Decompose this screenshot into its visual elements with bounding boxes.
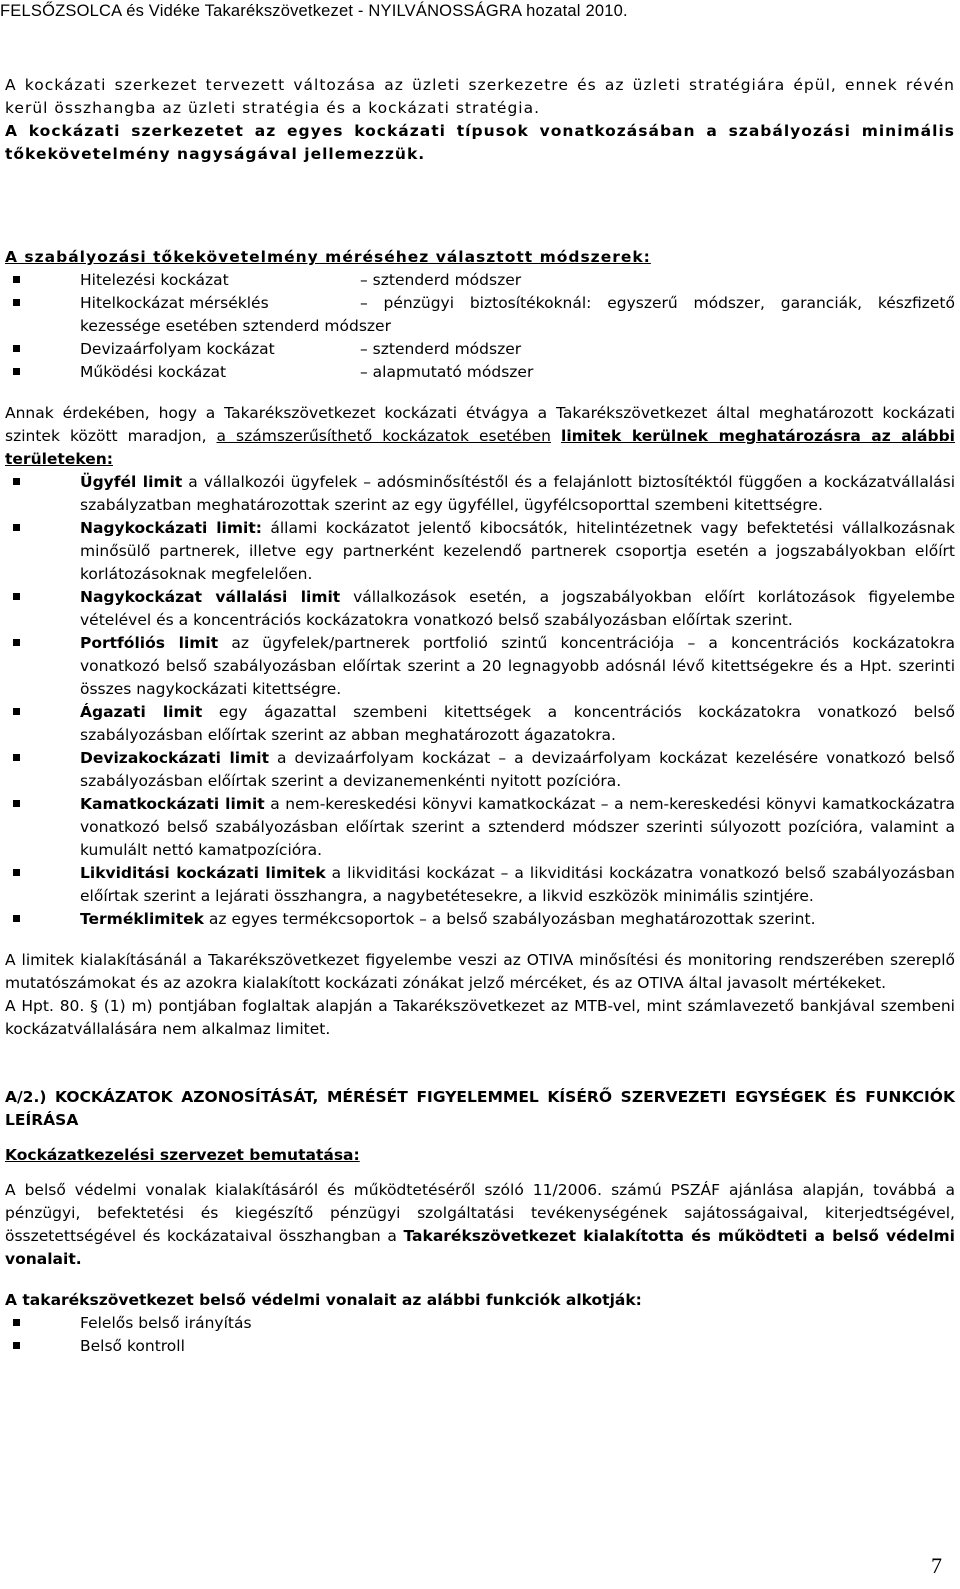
limit-term: Kamatkockázati limit: [80, 795, 265, 813]
square-bullet-icon: [13, 915, 20, 922]
limit-term: Devizakockázati limit: [80, 749, 269, 767]
square-bullet-icon: [13, 524, 20, 531]
limit-text: az ügyfelek/partnerek portfolió szintű koncentrációja – a koncentrációs kockázatokra vonatkozó belső szabályozásban előírtak szerint a 20 legnagyobb adósnál lévő kitettségekre és a Hpt. szerinti összes nagykockázati kitettségre.: [80, 634, 955, 698]
limit-text: az egyes termékcsoportok – a belső szabályozásban meghatározottak szerint.: [203, 910, 816, 928]
method-item: [5, 269, 955, 292]
limit-term: Ügyfél limit: [80, 473, 183, 491]
square-bullet-icon: [13, 1319, 20, 1326]
document-body: [5, 74, 955, 1358]
limit-text: a devizaárfolyam kockázat – a devizaárfolyam kockázat kezelésére vonatkozó belső szabályozásban előírtak szerint a devizanemenkénti nyitott pozícióra.: [80, 749, 955, 790]
method-value: – sztenderd módszer: [360, 340, 522, 358]
limits-intro-heading: limitek kerülnek meghatározásra az alábbi területeken:: [5, 427, 955, 468]
method-item: [5, 292, 955, 338]
limit-term: Ágazati limit: [80, 703, 203, 721]
limit-term: Portfóliós limit: [80, 634, 219, 652]
method-value: – pénzügyi biztosítékoknál: egyszerű módszer, garanciák, készfizető kezessége esetében sztenderd módszer: [80, 294, 955, 335]
limit-item: [5, 471, 955, 517]
limit-item: [5, 793, 955, 862]
methods-list: [5, 269, 955, 384]
square-bullet-icon: [13, 345, 20, 352]
limit-item: [5, 908, 955, 931]
square-bullet-icon: [13, 639, 20, 646]
square-bullet-icon: [13, 800, 20, 807]
document-header: FELSŐZSOLCA és Vidéke Takarékszövetkezet - NYILVÁNOSSÁGRA hozatal 2010.: [0, 2, 628, 20]
section-subheading: Kockázatkezelési szervezet bemutatása:: [5, 1146, 360, 1164]
defense-lines-bold: Takarékszövetkezet kialakította és működteti a belső védelmi vonalait.: [5, 1227, 955, 1268]
square-bullet-icon: [13, 593, 20, 600]
limit-term: Terméklimitek: [80, 910, 204, 928]
intro-paragraph-1: A kockázati szerkezet tervezett változása az üzleti szerkezetre és az üzleti stratégiára épül, ennek révén kerül összhangba az üzleti stratégia és a kockázati stratégia.: [5, 76, 955, 117]
limit-text: a vállalkozói ügyfelek – adósminősítéstől és a felajánlott biztosítéktól függően a kockázatvállalási szabályzatban meghatározottak szerint az egy ügyféllel, ügyfélcsoporttal szembeni kitettségre.: [80, 473, 956, 514]
method-name: Hitelkockázat mérséklés: [80, 294, 269, 312]
method-name: Működési kockázat: [80, 363, 227, 381]
limit-term: Likviditási kockázati limitek: [80, 864, 326, 882]
method-item: [5, 361, 955, 384]
defense-line-item: [5, 1312, 955, 1335]
square-bullet-icon: [13, 1342, 20, 1349]
intro-paragraph-2: A kockázati szerkezetet az egyes kockázati típusok vonatkozásában a szabályozási minimális tőkekövetelmény nagyságával jellemezzük.: [5, 122, 955, 163]
limits-closing-1: A limitek kialakításánál a Takarékszövetkezet figyelembe veszi az OTIVA minősítési és monitoring rendszerében szereplő mutatószámokat és az azokra kialakított kockázati zónákat jelző mércéket, és az OTIVA által javasolt mértékeket.: [5, 951, 955, 992]
square-bullet-icon: [13, 478, 20, 485]
defense-line-label: Belső kontroll: [80, 1337, 185, 1355]
limits-intro: [5, 402, 955, 471]
limit-item: [5, 586, 955, 632]
square-bullet-icon: [13, 869, 20, 876]
limit-text: állami kockázatot jelentő kibocsátók, hitelintézetnek vagy befektetési vállalkozásnak minősülő partnerek, illetve egy partnerként kezelendő partnerek csoportja esetén a jogszabályokban előírt korlátozásoknak megfelelően.: [80, 519, 955, 583]
method-name: Hitelezési kockázat: [80, 271, 229, 289]
square-bullet-icon: [13, 299, 20, 306]
limit-item: [5, 701, 955, 747]
limit-item: [5, 632, 955, 701]
square-bullet-icon: [13, 708, 20, 715]
limit-term: Nagykockázati limit:: [80, 519, 262, 537]
limits-intro-underlined: a számszerűsíthető kockázatok esetében: [216, 427, 551, 445]
limits-intro-text: Annak érdekében, hogy a Takarékszövetkezet kockázati étvágya a Takarékszövetkezet által meghatározott kockázati szintek között maradjon,: [5, 404, 955, 445]
limit-text: a nem-kereskedési könyvi kamatkockázat – a nem-kereskedési könyvi kamatkockázatra vonatkozó belső szabályozásban előírtak szerint a sztenderd módszer szerinti súlyozott pozícióra, valamint a kumulált nettó kamatpozícióra.: [80, 795, 955, 859]
limit-term: Nagykockázat vállalási limit: [80, 588, 341, 606]
defense-lines-list: [5, 1312, 955, 1358]
method-value: – sztenderd módszer: [360, 271, 522, 289]
square-bullet-icon: [13, 754, 20, 761]
method-name: Devizaárfolyam kockázat: [80, 340, 275, 358]
defense-lines-heading: A takarékszövetkezet belső védelmi vonalait az alábbi funkciók alkotják:: [5, 1291, 642, 1309]
defense-line-item: [5, 1335, 955, 1358]
square-bullet-icon: [13, 276, 20, 283]
limit-item: [5, 862, 955, 908]
page-number: 7: [931, 1553, 942, 1578]
method-value: – alapmutató módszer: [360, 363, 534, 381]
section-heading: A/2.) KOCKÁZATOK AZONOSÍTÁSÁT, MÉRÉSÉT FIGYELEMMEL KÍSÉRŐ SZERVEZETI EGYSÉGEK ÉS FUNKCIÓK LEÍRÁSA: [5, 1088, 955, 1129]
limit-item: [5, 517, 955, 586]
defense-lines-paragraph: [5, 1179, 955, 1271]
square-bullet-icon: [13, 368, 20, 375]
limit-text: vállalkozások esetén, a jogszabályokban előírt korlátozások figyelembe vételével és a koncentrációs kockázatokra vonatkozó belső szabályozásban előírtak szerint.: [80, 588, 955, 629]
limit-item: [5, 747, 955, 793]
limits-closing-2: A Hpt. 80. § (1) m) pontjában foglaltak alapján a Takarékszövetkezet az MTB-vel, mint számlavezető bankjával szembeni kockázatvállalására nem alkalmaz limitet.: [5, 997, 955, 1038]
defense-lines-text: A belső védelmi vonalak kialakításáról és működtetéséről szóló 11/2006. számú PSZÁF ajánlása alapján, továbbá a pénzügyi, befektetési és kiegészítő pénzügyi szolgáltatási tevékenységének sajátosságaival, kiterjedtségével, összetettségével és kockázataival összhangban a: [5, 1181, 955, 1245]
limit-text: egy ágazattal szembeni kitettségek a koncentrációs kockázatokra vonatkozó belső szabályozásban előírtak szerint az abban meghatározott ágazatokra.: [80, 703, 955, 744]
limit-text: a likviditási kockázat – a likviditási kockázatra vonatkozó belső szabályozásban előírtak szerint a lejárati összhangra, a nagybetétesekre, a likvid eszközök minimális szintjére.: [80, 864, 955, 905]
defense-line-label: Felelős belső irányítás: [80, 1314, 252, 1332]
method-item: [5, 338, 955, 361]
limits-list: [5, 471, 955, 931]
methods-heading: A szabályozási tőkekövetelmény méréséhez választott módszerek:: [5, 248, 651, 266]
